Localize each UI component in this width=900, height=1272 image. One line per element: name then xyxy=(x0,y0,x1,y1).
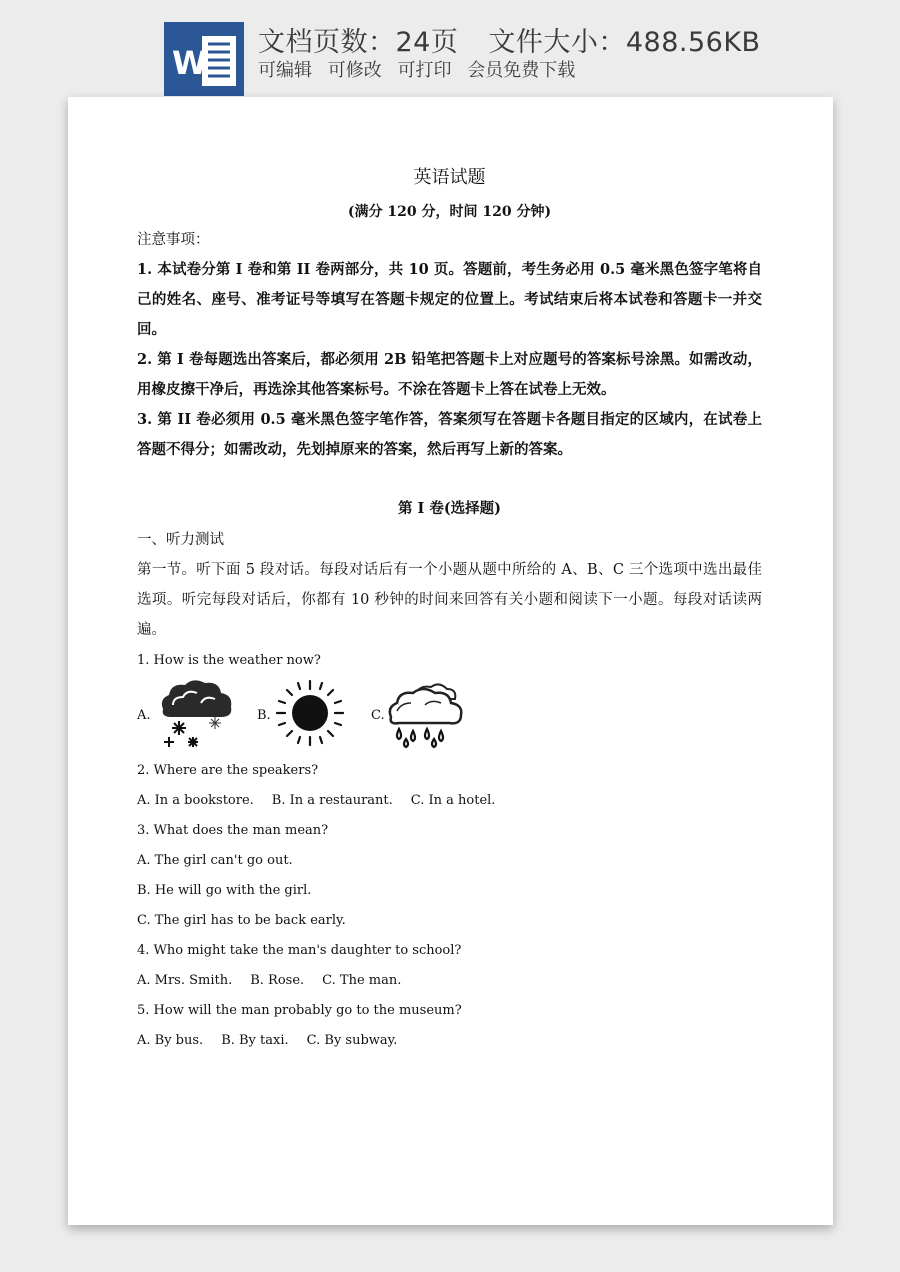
option-b: B. In a restaurant. xyxy=(271,793,393,808)
rain-cloud-icon xyxy=(385,681,469,751)
document-page xyxy=(68,97,833,1225)
snow-cloud-icon xyxy=(157,677,237,753)
word-document-icon xyxy=(164,22,244,96)
notice-label: 注意事项： xyxy=(137,232,210,248)
notice-item-2: 2. 第 I 卷每题选出答案后，都必须用 2B 铅笔把答题卡上对应题号的答案标号涂黑。如需改动，用橡皮擦干净后，再选涂其他答案标号。不涂在答题卡上答在试卷上无效。 xyxy=(137,351,762,398)
option-b: B. He will go with the girl. xyxy=(137,883,312,898)
download-banner xyxy=(0,0,900,100)
option-b: B. By taxi. xyxy=(221,1033,289,1048)
option-a: A. The girl can't go out. xyxy=(137,853,293,868)
notice-item-1: 1. 本试卷分第 I 卷和第 II 卷两部分，共 10 页。答题前，考生务必用 0.5 毫米黑色签字笔将自己的姓名、座号、准考证号等填写在答题卡规定的位置上。考试结束后将本试卷和答题卡一并交回。 xyxy=(137,261,762,338)
option-b-label: B. xyxy=(257,708,271,723)
option-a: A. In a bookstore. xyxy=(137,793,254,808)
part-title: 一、听力测试 xyxy=(137,532,224,548)
question-2-options xyxy=(137,793,513,808)
question-5-options xyxy=(137,1033,415,1048)
file-info xyxy=(258,20,761,59)
feature-editable: 可编辑 xyxy=(258,60,312,81)
option-c: C. The girl has to be back early. xyxy=(137,913,346,928)
part-instruction: 第一节。听下面 5 段对话。每段对话后有一个小题从题中所给的 A、B、C 三个选项中选出最佳选项。听完每段对话后，你都有 10 秒钟的时间来回答有关小题和阅读下一小题。每段对话读两遍。 xyxy=(137,562,762,638)
svg-text:W: W xyxy=(172,44,208,82)
option-c-label: C. xyxy=(371,708,385,723)
feature-printable: 可打印 xyxy=(397,60,452,81)
question-4: 4. Who might take the man's daughter to school? xyxy=(137,943,462,958)
option-a-label: A. xyxy=(137,708,151,723)
exam-title: 英语试题 xyxy=(413,167,486,188)
exam-subtitle: (满分 120 分，时间 120 分钟) xyxy=(347,204,552,220)
option-c: C. By subway. xyxy=(306,1033,398,1048)
feature-list xyxy=(258,56,585,82)
option-a: A. By bus. xyxy=(137,1033,204,1048)
question-5: 5. How will the man probably go to the museum? xyxy=(137,1003,462,1018)
option-c: C. In a hotel. xyxy=(410,793,496,808)
feature-member-download: 会员免费下载 xyxy=(467,60,576,81)
option-b: B. Rose. xyxy=(250,973,305,988)
option-c: C. The man. xyxy=(322,973,402,988)
question-3: 3. What does the man mean? xyxy=(137,823,329,838)
notice-item-3: 3. 第 II 卷必须用 0.5 毫米黑色签字笔作答，答案须写在答题卡各题目指定的区域内，在试卷上答题不得分；如需改动，先划掉原来的答案，然后再写上新的答案。 xyxy=(137,411,762,458)
feature-modifiable: 可修改 xyxy=(327,60,382,81)
question-2: 2. Where are the speakers? xyxy=(137,763,319,778)
section-title: 第 I 卷(选择题) xyxy=(397,500,502,517)
question-4-options xyxy=(137,973,419,988)
file-size: 文件大小：488.56KB xyxy=(488,27,761,58)
option-a: A. Mrs. Smith. xyxy=(137,973,233,988)
question-1: 1. How is the weather now? xyxy=(137,653,321,668)
sun-icon xyxy=(273,677,347,753)
page-count: 文档页数：24页 xyxy=(258,27,459,58)
